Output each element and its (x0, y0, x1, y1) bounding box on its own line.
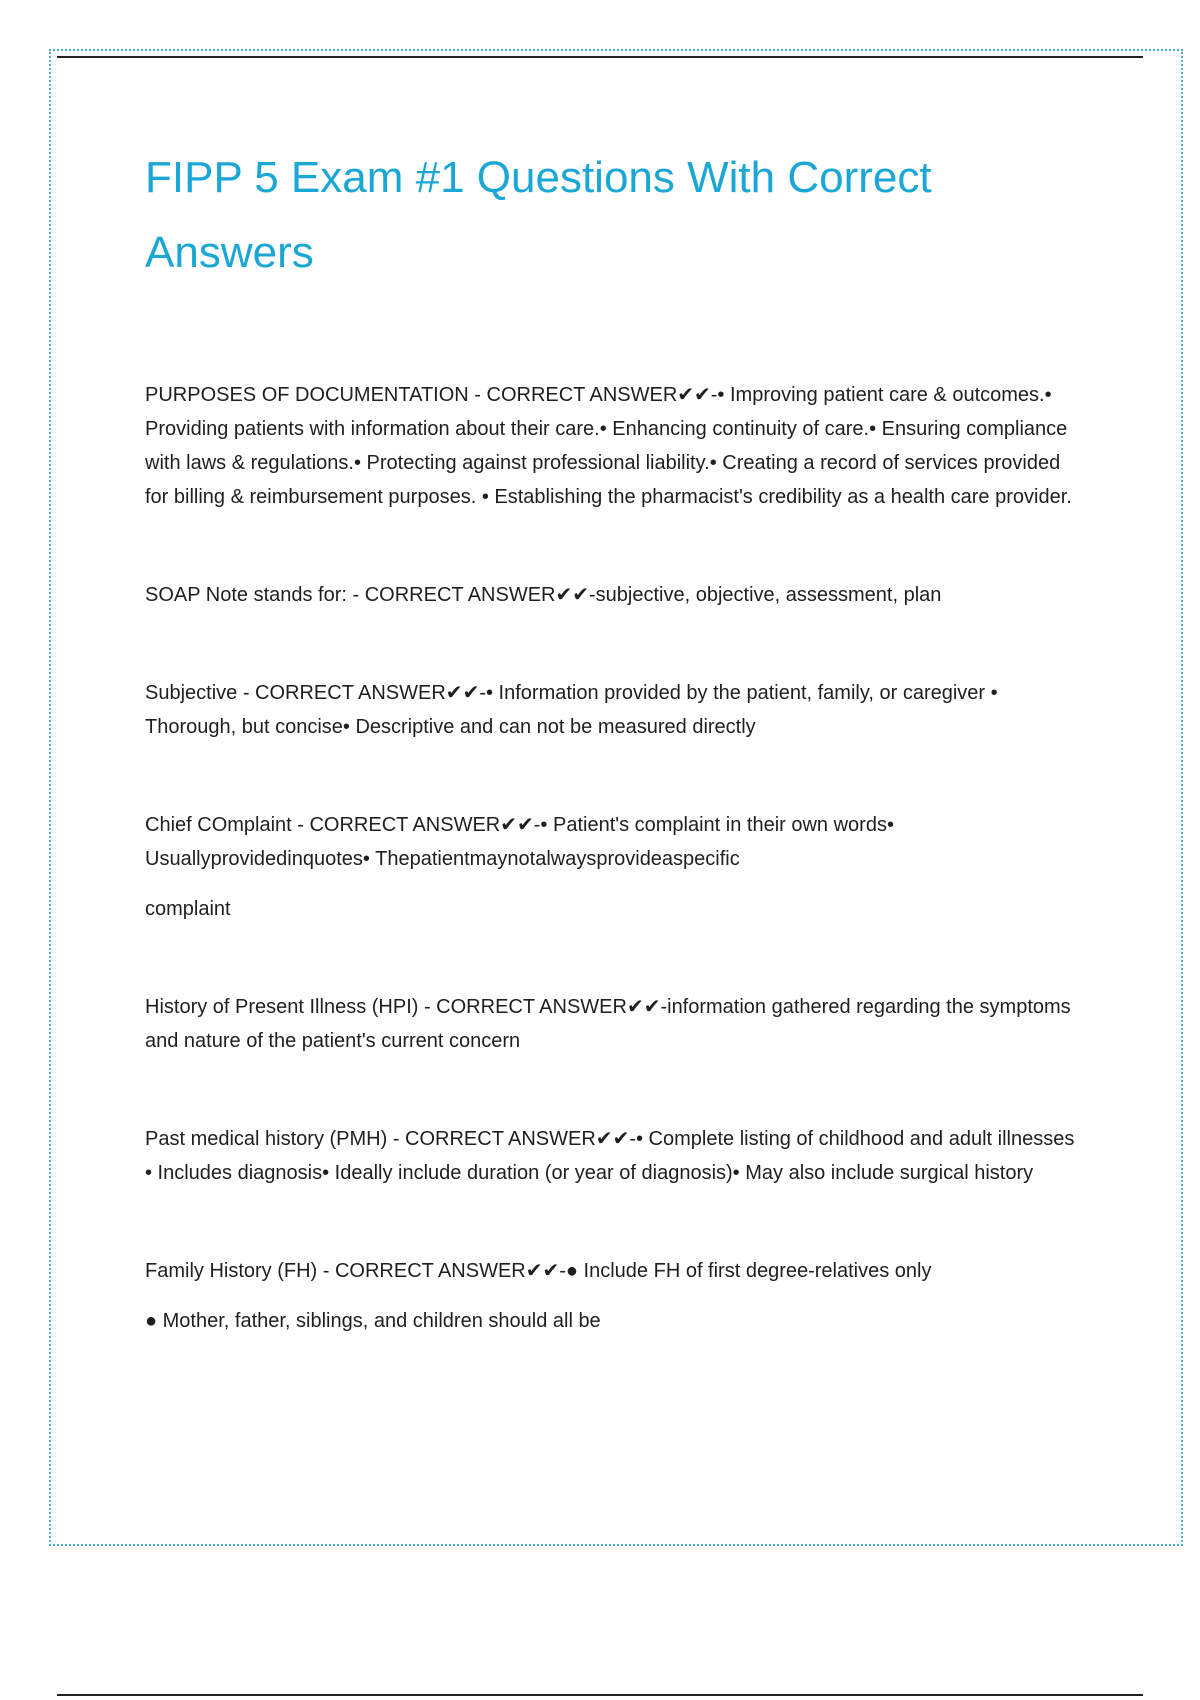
document-title: FIPP 5 Exam #1 Questions With Correct Answers (145, 153, 932, 277)
qa-entry-text: SOAP Note stands for: - CORRECT ANSWER✔✔-subjective, objective, assessment, plan (145, 584, 942, 606)
qa-entry-text: Past medical history (PMH) - CORRECT ANSWER✔✔-• Complete listing of childhood and adult illnesses • Includes diagnosis• Ideally include duration (or year of diagnosis)• May also include surgical history (145, 1128, 1075, 1184)
qa-entry-hpi (145, 990, 1085, 1058)
top-divider (57, 56, 1143, 58)
bottom-divider (57, 1694, 1143, 1696)
qa-entry-family-history (145, 1254, 1085, 1338)
qa-entry-text: Family History (FH) - CORRECT ANSWER✔✔-● Include FH of first degree-relatives only (145, 1260, 932, 1282)
qa-entry-text: PURPOSES OF DOCUMENTATION - CORRECT ANSWER✔✔-• Improving patient care & outcomes.• Providing patients with information about their care.• Enhancing continuity of care.• Ensuring compliance with laws & regulations.• Protecting against professional liability.• Creating a record of services provided for billing & reimbursement purposes. • Establishing the pharmacist's credibility as a health care provider. (145, 384, 1072, 508)
qa-entry-text: History of Present Illness (HPI) - CORRECT ANSWER✔✔-information gathered regarding the symptoms and nature of the patient's current concern (145, 996, 1071, 1052)
document-body (145, 140, 1085, 1402)
qa-entry-subjective (145, 676, 1085, 744)
qa-entry-documentation-purposes (145, 378, 1085, 514)
qa-entry-chief-complaint (145, 808, 1085, 926)
qa-entry-soap-note (145, 578, 1085, 612)
qa-entry-text: Subjective - CORRECT ANSWER✔✔-• Information provided by the patient, family, or caregiver • Thorough, but concise• Descriptive and can not be measured directly (145, 682, 998, 738)
qa-entry-pmh (145, 1122, 1085, 1190)
qa-entry-continuation: ● Mother, father, siblings, and children should all be (145, 1310, 601, 1332)
qa-entry-text: Chief COmplaint - CORRECT ANSWER✔✔-• Patient's complaint in their own words• Usuallyprovidedinquotes• Thepatientmaynotalwaysprovideaspecific (145, 814, 894, 870)
qa-entry-continuation: complaint (145, 898, 231, 920)
